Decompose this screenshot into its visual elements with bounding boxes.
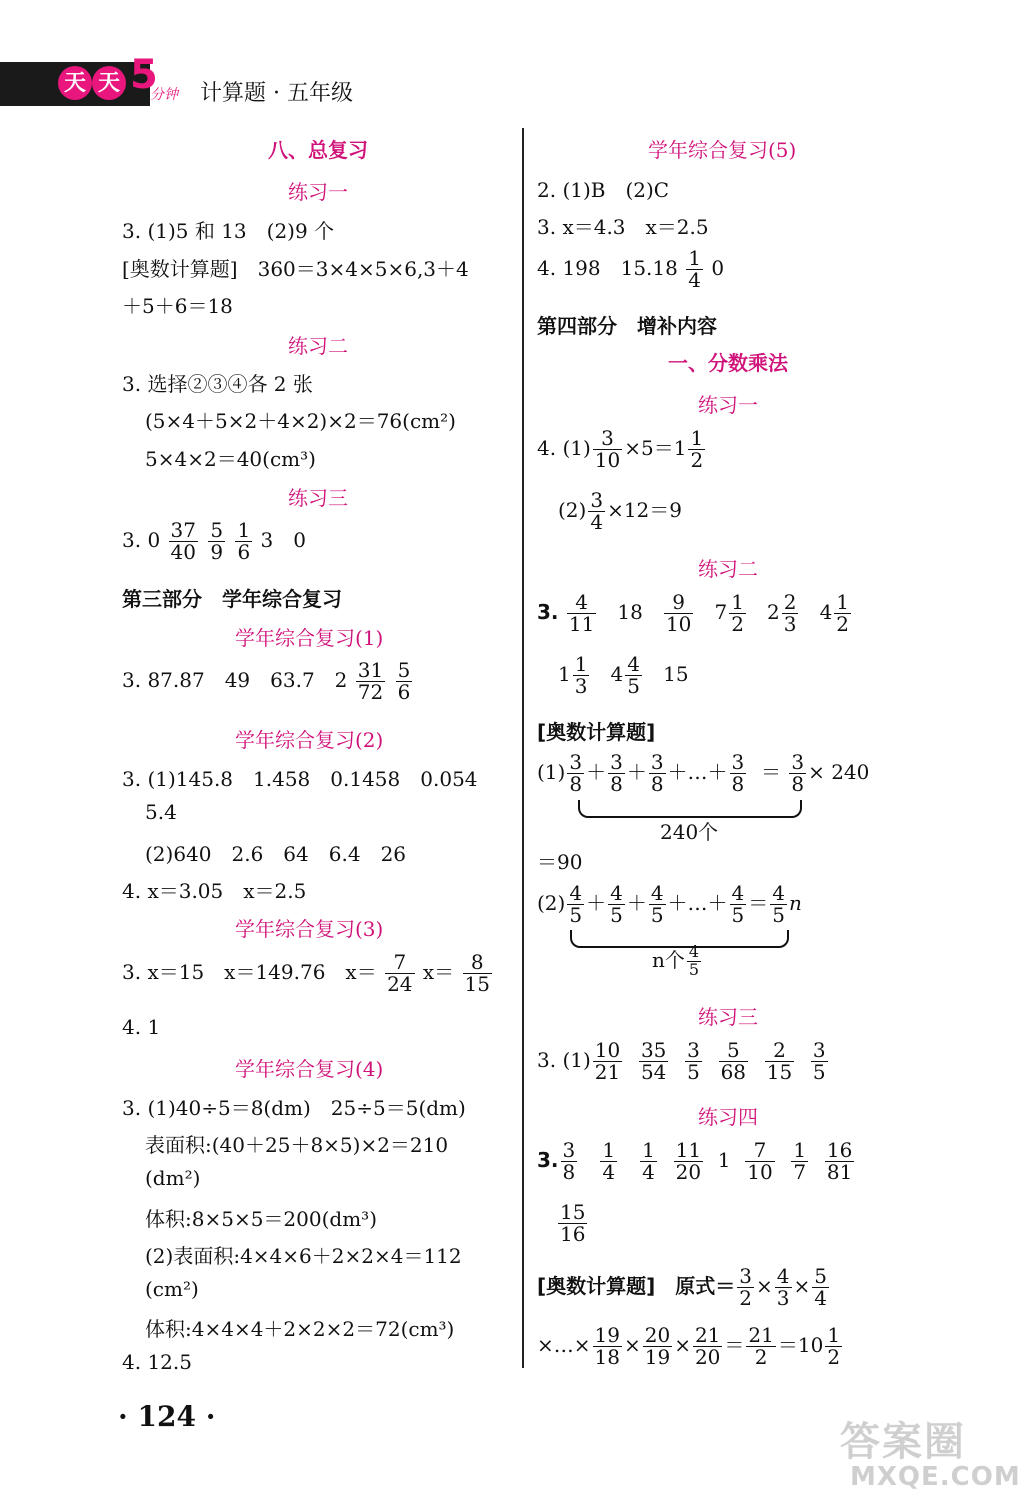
fraction: $\frac{4}{5}$	[610, 881, 623, 927]
answer-line-fractions	[122, 660, 414, 703]
text: 4. 198 15.18	[537, 256, 678, 280]
answer-line: (2)表面积:4×4×6＋2×2×4＝112	[145, 1244, 462, 1268]
brace-label: n个 $\frac{4}{5}$	[652, 942, 700, 979]
olympiad-eq-1: (1) $\frac{3}{8}$ ＋ $\frac{3}{8}$ ＋ $\frac{3}{8}$ ＋…＋ $\frac{3}{8}$ ＝ $\frac{3}{8}$ × 240	[537, 750, 870, 796]
fraction: $\frac{3}{8}$	[650, 750, 664, 796]
text: [奥数计算题] 原式＝	[537, 1274, 736, 1298]
fraction: $\frac{3}{2}$	[739, 1264, 753, 1310]
answer-line: ＋5＋6＝18	[122, 294, 233, 318]
part-3-title: 第三部分 学年综合复习	[122, 587, 342, 611]
watermark-url: MXQE.COM	[850, 1462, 1021, 1492]
text: 7	[714, 600, 728, 624]
olympiad-eq-2: (2) $\frac{4}{5}$ ＋ $\frac{4}{5}$ ＋ $\frac{4}{5}$ ＋…＋ $\frac{4}{5}$ ＝ $\frac{4}{5}$ n	[537, 881, 802, 927]
text: (2)	[537, 891, 566, 915]
fraction: $\frac{1}{6}$	[237, 518, 251, 564]
fraction: $\frac{4}{11}$	[568, 590, 595, 636]
answer-line: 4. 1	[122, 1015, 161, 1039]
review-1-title: 学年综合复习(1)	[235, 626, 384, 650]
header-five: 5	[130, 52, 158, 98]
review-2-title: 学年综合复习(2)	[235, 728, 384, 752]
fraction: $\frac{15}{16}$	[560, 1200, 586, 1246]
fraction: $\frac{31}{72}$	[357, 658, 384, 704]
fraction: $\frac{3}{8}$	[562, 1138, 576, 1184]
olympiad-label: [奥数计算题]	[537, 720, 656, 744]
fraction: $\frac{8}{15}$	[464, 950, 490, 996]
fraction: $\frac{4}{5}$	[731, 881, 745, 927]
fraction: $\frac{7}{24}$	[387, 950, 413, 996]
fraction: $\frac{5}{68}$	[720, 1038, 747, 1084]
brace-label: 240个	[660, 820, 719, 844]
text: 4	[610, 662, 624, 686]
fraction: $\frac{35}{54}$	[640, 1038, 667, 1084]
text: 1	[717, 1148, 731, 1172]
exercise-1-title: 练习一	[698, 393, 758, 417]
answer-line: 体积:8×5×5＝200(dm³)	[145, 1207, 377, 1231]
answer-line: 3. 选择②③④各 2 张	[122, 372, 313, 396]
text: 3. x＝15 x＝149.76 x＝	[122, 960, 377, 984]
fraction: $\frac{1}{2}$	[690, 426, 704, 472]
text: 0	[711, 256, 725, 280]
answer-line: 3. (1)40÷5＝8(dm) 25÷5＝5(dm)	[122, 1096, 466, 1120]
answer-line-fractions	[122, 952, 494, 995]
fraction: $\frac{3}{5}$	[687, 1038, 700, 1084]
text: 15	[663, 662, 689, 686]
fraction: $\frac{4}{5}$	[650, 881, 664, 927]
answer-line-fractions	[537, 248, 724, 291]
answer-line: 5×4×2＝40(cm³)	[145, 447, 316, 471]
answer-line: 表面积:(40＋25＋8×5)×2＝210	[145, 1133, 449, 1157]
fraction: $\frac{4}{3}$	[776, 1264, 790, 1310]
answer-line-fractions	[537, 428, 707, 471]
answer-line: (cm²)	[145, 1277, 199, 1301]
answer-line: 3. (1)145.8 1.458 0.1458 0.054	[122, 767, 478, 791]
fraction: $\frac{19}{18}$	[594, 1323, 620, 1369]
exercise-3-title: 练习三	[698, 1005, 758, 1029]
fraction: $\frac{5}{6}$	[397, 658, 411, 704]
answer-line: [奥数计算题] 360＝3×4×5×6,3＋4	[122, 257, 469, 281]
olympiad-eq-3: [奥数计算题] 原式＝ $\frac{3}{2}$ × $\frac{4}{3}$ × $\frac{5}{4}$	[537, 1264, 828, 1310]
fraction: $\frac{5}{9}$	[210, 518, 224, 564]
fraction: $\frac{3}{8}$	[610, 750, 623, 796]
fraction: $\frac{1}{2}$	[731, 590, 744, 636]
page-number: · 124 ·	[118, 1400, 216, 1433]
exercise-4-title: 练习四	[698, 1105, 758, 1129]
exercise-2-title: 练习二	[698, 557, 758, 581]
answer-line: (dm²)	[145, 1166, 201, 1190]
olympiad-eq-3-cont: ×…× $\frac{19}{18}$ × $\frac{20}{19}$ × $\frac{21}{20}$ ＝ $\frac{21}{2}$ ＝10 $\frac{1}{2}$	[537, 1323, 841, 1369]
fraction: $\frac{1}{4}$	[602, 1138, 616, 1184]
fraction: $\frac{1}{2}$	[836, 590, 850, 636]
answer-line-fractions	[558, 490, 682, 533]
header-badge-2: 天	[92, 66, 126, 100]
text: 3. 87.87 49 63.7 2	[122, 668, 348, 692]
answer-line-fractions	[122, 520, 306, 563]
answer-line: 4. x＝3.05 x＝2.5	[122, 879, 307, 903]
answer-line-fractions	[537, 1140, 856, 1183]
fraction: $\frac{3}{8}$	[791, 750, 805, 796]
text: 3 0	[260, 528, 306, 552]
exercise-3-title: 练习三	[288, 486, 348, 510]
fraction: $\frac{2}{3}$	[783, 590, 797, 636]
answer-line: 5.4	[145, 800, 177, 824]
fraction: $\frac{37}{40}$	[170, 518, 196, 564]
fraction: $\frac{1}{2}$	[827, 1323, 841, 1369]
fraction: $\frac{3}{5}$	[812, 1038, 826, 1084]
answer-line: 体积:4×4×4＋2×2×2＝72(cm³)	[145, 1317, 455, 1341]
fraction: $\frac{4}{5}$	[772, 881, 786, 927]
answer-line: 3. x＝4.3 x＝2.5	[537, 215, 709, 239]
fraction: $\frac{1}{4}$	[688, 246, 701, 292]
fraction: $\frac{3}{4}$	[590, 488, 604, 534]
fraction: $\frac{1}{3}$	[574, 652, 588, 698]
fraction: $\frac{1}{4}$	[642, 1138, 655, 1184]
text: 3. 0	[122, 528, 161, 552]
fraction: $\frac{3}{10}$	[594, 426, 621, 472]
answer-line: ＝90	[537, 850, 583, 874]
answer-line: (5×4＋5×2＋4×2)×2＝76(cm²)	[145, 409, 456, 433]
header-fen: 分钟	[150, 87, 178, 103]
fraction: $\frac{21}{2}$	[748, 1323, 774, 1369]
fraction: $\frac{7}{10}$	[747, 1138, 773, 1184]
text: 3.	[537, 1148, 559, 1172]
header-title: 计算题 · 五年级	[200, 81, 353, 106]
text: 2	[767, 600, 780, 624]
column-divider	[522, 128, 524, 1368]
fraction: $\frac{20}{19}$	[644, 1323, 671, 1369]
header-badge-1: 天	[58, 66, 92, 100]
fraction: $\frac{5}{4}$	[814, 1264, 828, 1310]
exercise-1-title: 练习一	[288, 180, 348, 204]
answer-line-fractions	[537, 592, 853, 635]
fraction: $\frac{21}{20}$	[694, 1323, 721, 1369]
fraction: $\frac{3}{8}$	[569, 750, 583, 796]
fraction: $\frac{1}{7}$	[793, 1138, 807, 1184]
review-4-title: 学年综合复习(4)	[235, 1057, 384, 1081]
text: 3. (1)	[537, 1048, 591, 1072]
answer-line: (2)640 2.6 64 6.4 26	[145, 842, 407, 866]
answer-line: 2. (1)B (2)C	[537, 178, 670, 202]
watermark-logo: 答案圈	[840, 1419, 966, 1465]
fraction: $\frac{3}{8}$	[731, 750, 745, 796]
text: 18	[617, 600, 643, 624]
answer-line-fractions	[537, 1040, 830, 1083]
answer-line: 4. 12.5	[122, 1350, 192, 1374]
fraction: $\frac{10}{21}$	[594, 1038, 621, 1084]
fraction: $\frac{9}{10}$	[665, 590, 692, 636]
text: (2)	[558, 498, 587, 522]
part-4-title: 第四部分 增补内容	[537, 314, 717, 338]
review-3-title: 学年综合复习(3)	[235, 917, 384, 941]
text: x＝	[422, 960, 455, 984]
text: ×12＝9	[607, 498, 683, 522]
answer-line: 3. (1)5 和 13 (2)9 个	[122, 219, 335, 243]
fraction: $\frac{11}{20}$	[675, 1138, 702, 1184]
text: 4	[819, 600, 833, 624]
answer-line-fractions	[558, 654, 689, 697]
exercise-2-title: 练习二	[288, 334, 348, 358]
fraction: $\frac{4}{5}$	[569, 881, 583, 927]
text: ×5＝1	[624, 436, 687, 460]
text: (1)	[537, 760, 566, 784]
review-5-title: 学年综合复习(5)	[648, 138, 797, 162]
fraction: $\frac{16}{81}$	[826, 1138, 853, 1184]
fraction: $\frac{2}{15}$	[766, 1038, 793, 1084]
section-title-fraction-mult: 一、分数乘法	[668, 351, 788, 375]
section-title-review: 八、总复习	[268, 138, 368, 162]
fraction: $\frac{4}{5}$	[627, 652, 641, 698]
text: 4. (1)	[537, 436, 591, 460]
fraction: $\frac{4}{5}$	[688, 942, 700, 979]
answer-line-fractions	[556, 1202, 589, 1245]
text: 3.	[537, 600, 559, 624]
text: 1	[558, 662, 571, 686]
